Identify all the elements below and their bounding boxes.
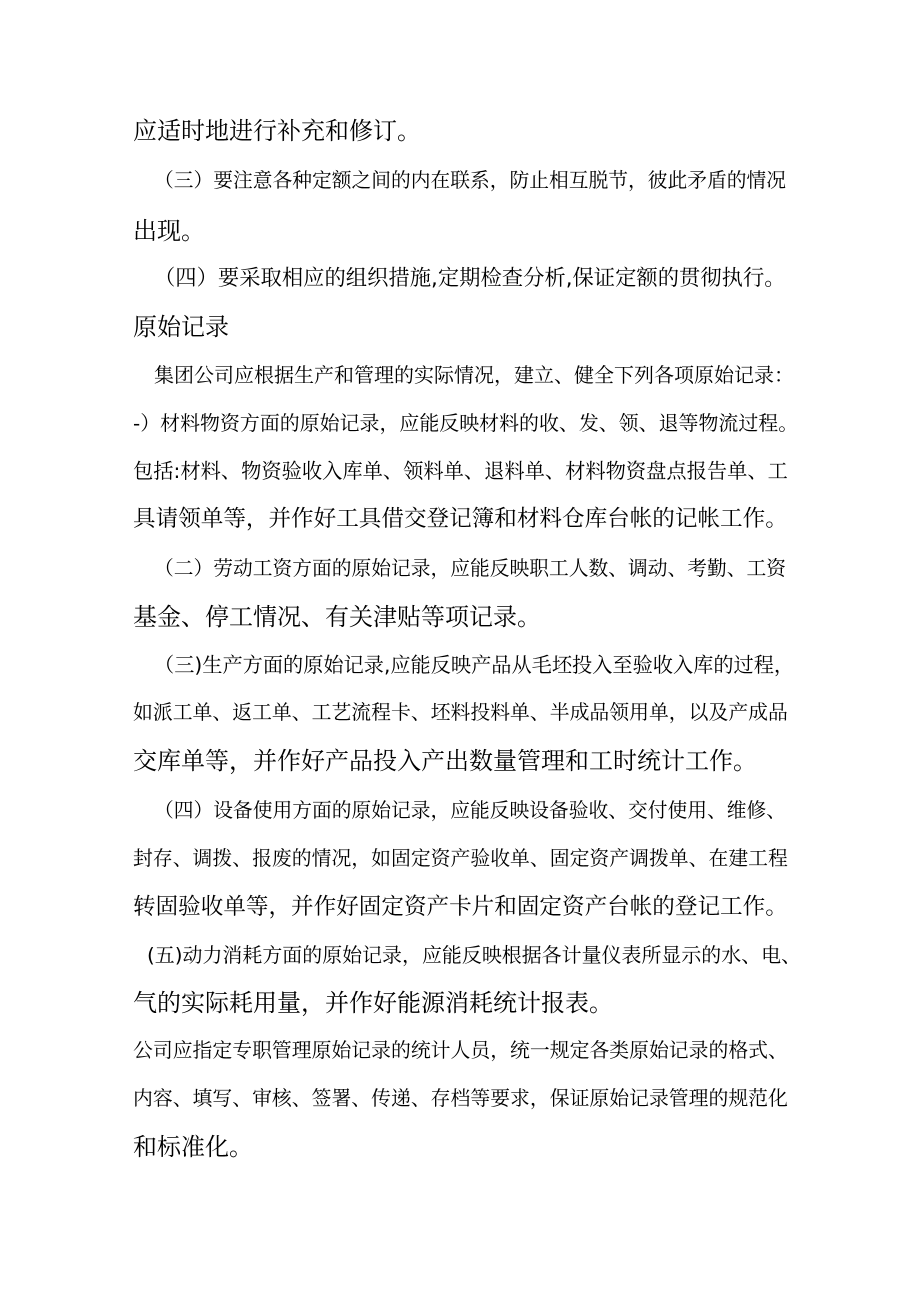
text-line: 公司应指定专职管理原始记录的统计人员，统一规定各类原始记录的格式、 [133,1039,788,1062]
text-line: 转固验收单等，并作好固定资产卡片和固定资产台帐的登记工作。 [133,894,788,920]
text-line: 气的实际耗用量，并作好能源消耗统计报表。 [133,989,613,1017]
text-line: （二）劳动工资方面的原始记录，应能反映职工人数、调动、考勤、工资 [154,557,787,580]
section-heading: 原始记录 [133,313,229,341]
text-line: 包括:材料、物资验收入库单、领料单、退料单、材料物资盘点报告单、工 [133,459,788,483]
text-line: 内容、填写、审核、签署、传递、存档等要求，保证原始记录管理的规范化 [133,1087,788,1110]
text-line: 集团公司应根据生产和管理的实际情况，建立、健全下列各项原始记录： [154,363,794,387]
text-line: 出现。 [133,217,205,245]
text-line: 具请领单等，并作好工具借交登记簿和材料仓库台帐的记帐工作。 [133,506,788,532]
text-line: 封存、调拨、报废的情况，如固定资产验收单、固定资产调拨单、在建工程 [133,847,788,870]
text-line: -）材料物资方面的原始记录，应能反映材料的收、发、领、退等物流过程。 [133,411,799,435]
text-line: 交库单等，并作好产品投入产出数量管理和工时统计工作。 [133,747,757,775]
text-line: （三）要注意各种定额之间的内在联系，防止相互脱节，彼此矛盾的情况 [154,169,787,192]
text-line: （四）设备使用方面的原始记录，应能反映设备验收、交付使用、维修、 [154,799,787,822]
text-line: 如派工单、返工单、工艺流程卡、坯料投料单、半成品领用单，以及产成品 [133,701,788,724]
text-line: 和标准化。 [133,1133,253,1161]
text-line: 基金、停工情况、有关津贴等项记录。 [133,603,541,631]
text-line: （三)生产方面的原始记录,应能反映产品从毛坯投入至验收入库的过程， [154,653,795,677]
text-line: 应适时地进行补充和修订。 [133,117,421,145]
text-line: （四）要采取相应的组织措施,定期检查分析,保证定额的贯彻执行。 [154,266,786,291]
text-line: (五)动力消耗方面的原始记录，应能反映根据各计量仪表所显示的水、电、 [147,943,802,967]
